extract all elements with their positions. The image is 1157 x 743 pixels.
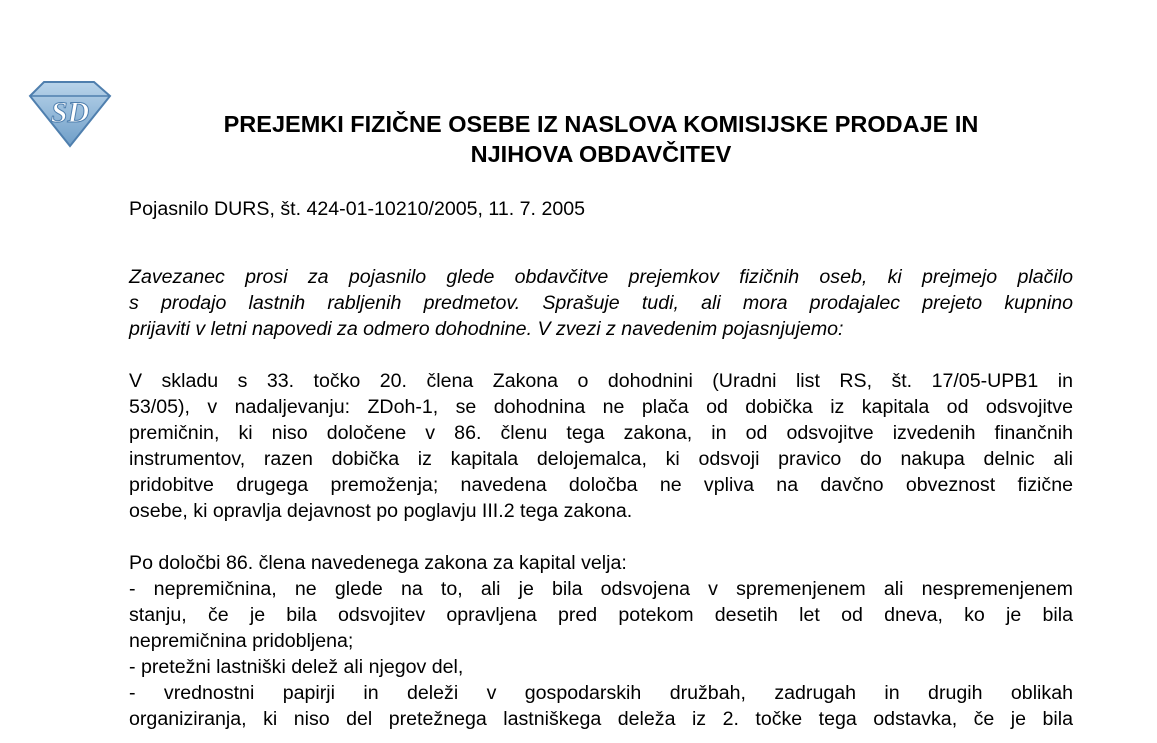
list-item-line: - pretežni lastniški delež ali njegov del, xyxy=(129,656,464,678)
text-line: stanju, če je bila odsvojitev opravljena pred potekom desetih let od dneva, ko je bila xyxy=(129,604,1073,626)
title-line: NJIHOVA OBDAVČITEV xyxy=(470,141,732,167)
list-item-line: - nepremičnina, ne glede na to, ali je bila odsvojena v spremenjenem ali nespremenjenem xyxy=(129,578,1073,600)
text-line: premičnin, ki niso določene v 86. členu tega zakona, in od odsvojitve izvedenih finančnih xyxy=(129,422,1073,444)
text-line: organiziranja, ki niso del pretežnega lastniškega deleža iz 2. točke tega odstavka, če je bila xyxy=(129,708,1073,730)
sd-logo xyxy=(24,78,114,150)
title-line: PREJEMKI FIZIČNE OSEBE IZ NASLOVA KOMISIJSKE PRODAJE IN xyxy=(223,111,979,137)
text-line: s prodajo lastnih rabljenih predmetov. Sprašuje tudi, ali mora prodajalec prejeto kupnino xyxy=(129,292,1073,314)
text-line: Po določbi 86. člena navedenega zakona za kapital velja: xyxy=(129,552,627,574)
text-line: nepremičnina pridobljena; xyxy=(129,630,354,652)
text-line: osebe, ki opravlja dejavnost po poglavju III.2 tega zakona. xyxy=(129,500,633,522)
paragraph xyxy=(129,368,1073,524)
paragraph xyxy=(129,550,1073,732)
intro-paragraph xyxy=(129,264,1073,342)
text-line: prijaviti v letni napovedi za odmero dohodnine. V zvezi z navedenim pojasnjujemo: xyxy=(129,318,844,340)
text-line: instrumentov, razen dobička iz kapitala delojemalca, ki odsvoji pravico do nakupa delnic ali xyxy=(129,448,1073,470)
list-item-line: - vrednostni papirji in deleži v gospodarskih družbah, zadrugah in drugih oblikah xyxy=(129,682,1073,704)
text-line: pridobitve drugega premoženja; navedena določba ne vpliva na davčno obveznost fizične xyxy=(129,474,1073,496)
document-subtitle: Pojasnilo DURS, št. 424-01-10210/2005, 11. 7. 2005 xyxy=(129,198,586,220)
document-body xyxy=(129,196,1073,732)
document-title xyxy=(130,109,1072,169)
text-line: 53/05), v nadaljevanju: ZDoh-1, se dohodnina ne plača od dobička iz kapitala od odsvojitve xyxy=(129,396,1073,418)
text-line: Zavezanec prosi za pojasnilo glede obdavčitve prejemkov fizičnih oseb, ki prejmejo plačilo xyxy=(129,266,1073,288)
text-line: V skladu s 33. točko 20. člena Zakona o dohodnini (Uradni list RS, št. 17/05-UPB1 in xyxy=(129,370,1073,392)
logo-text: SD xyxy=(50,96,90,129)
